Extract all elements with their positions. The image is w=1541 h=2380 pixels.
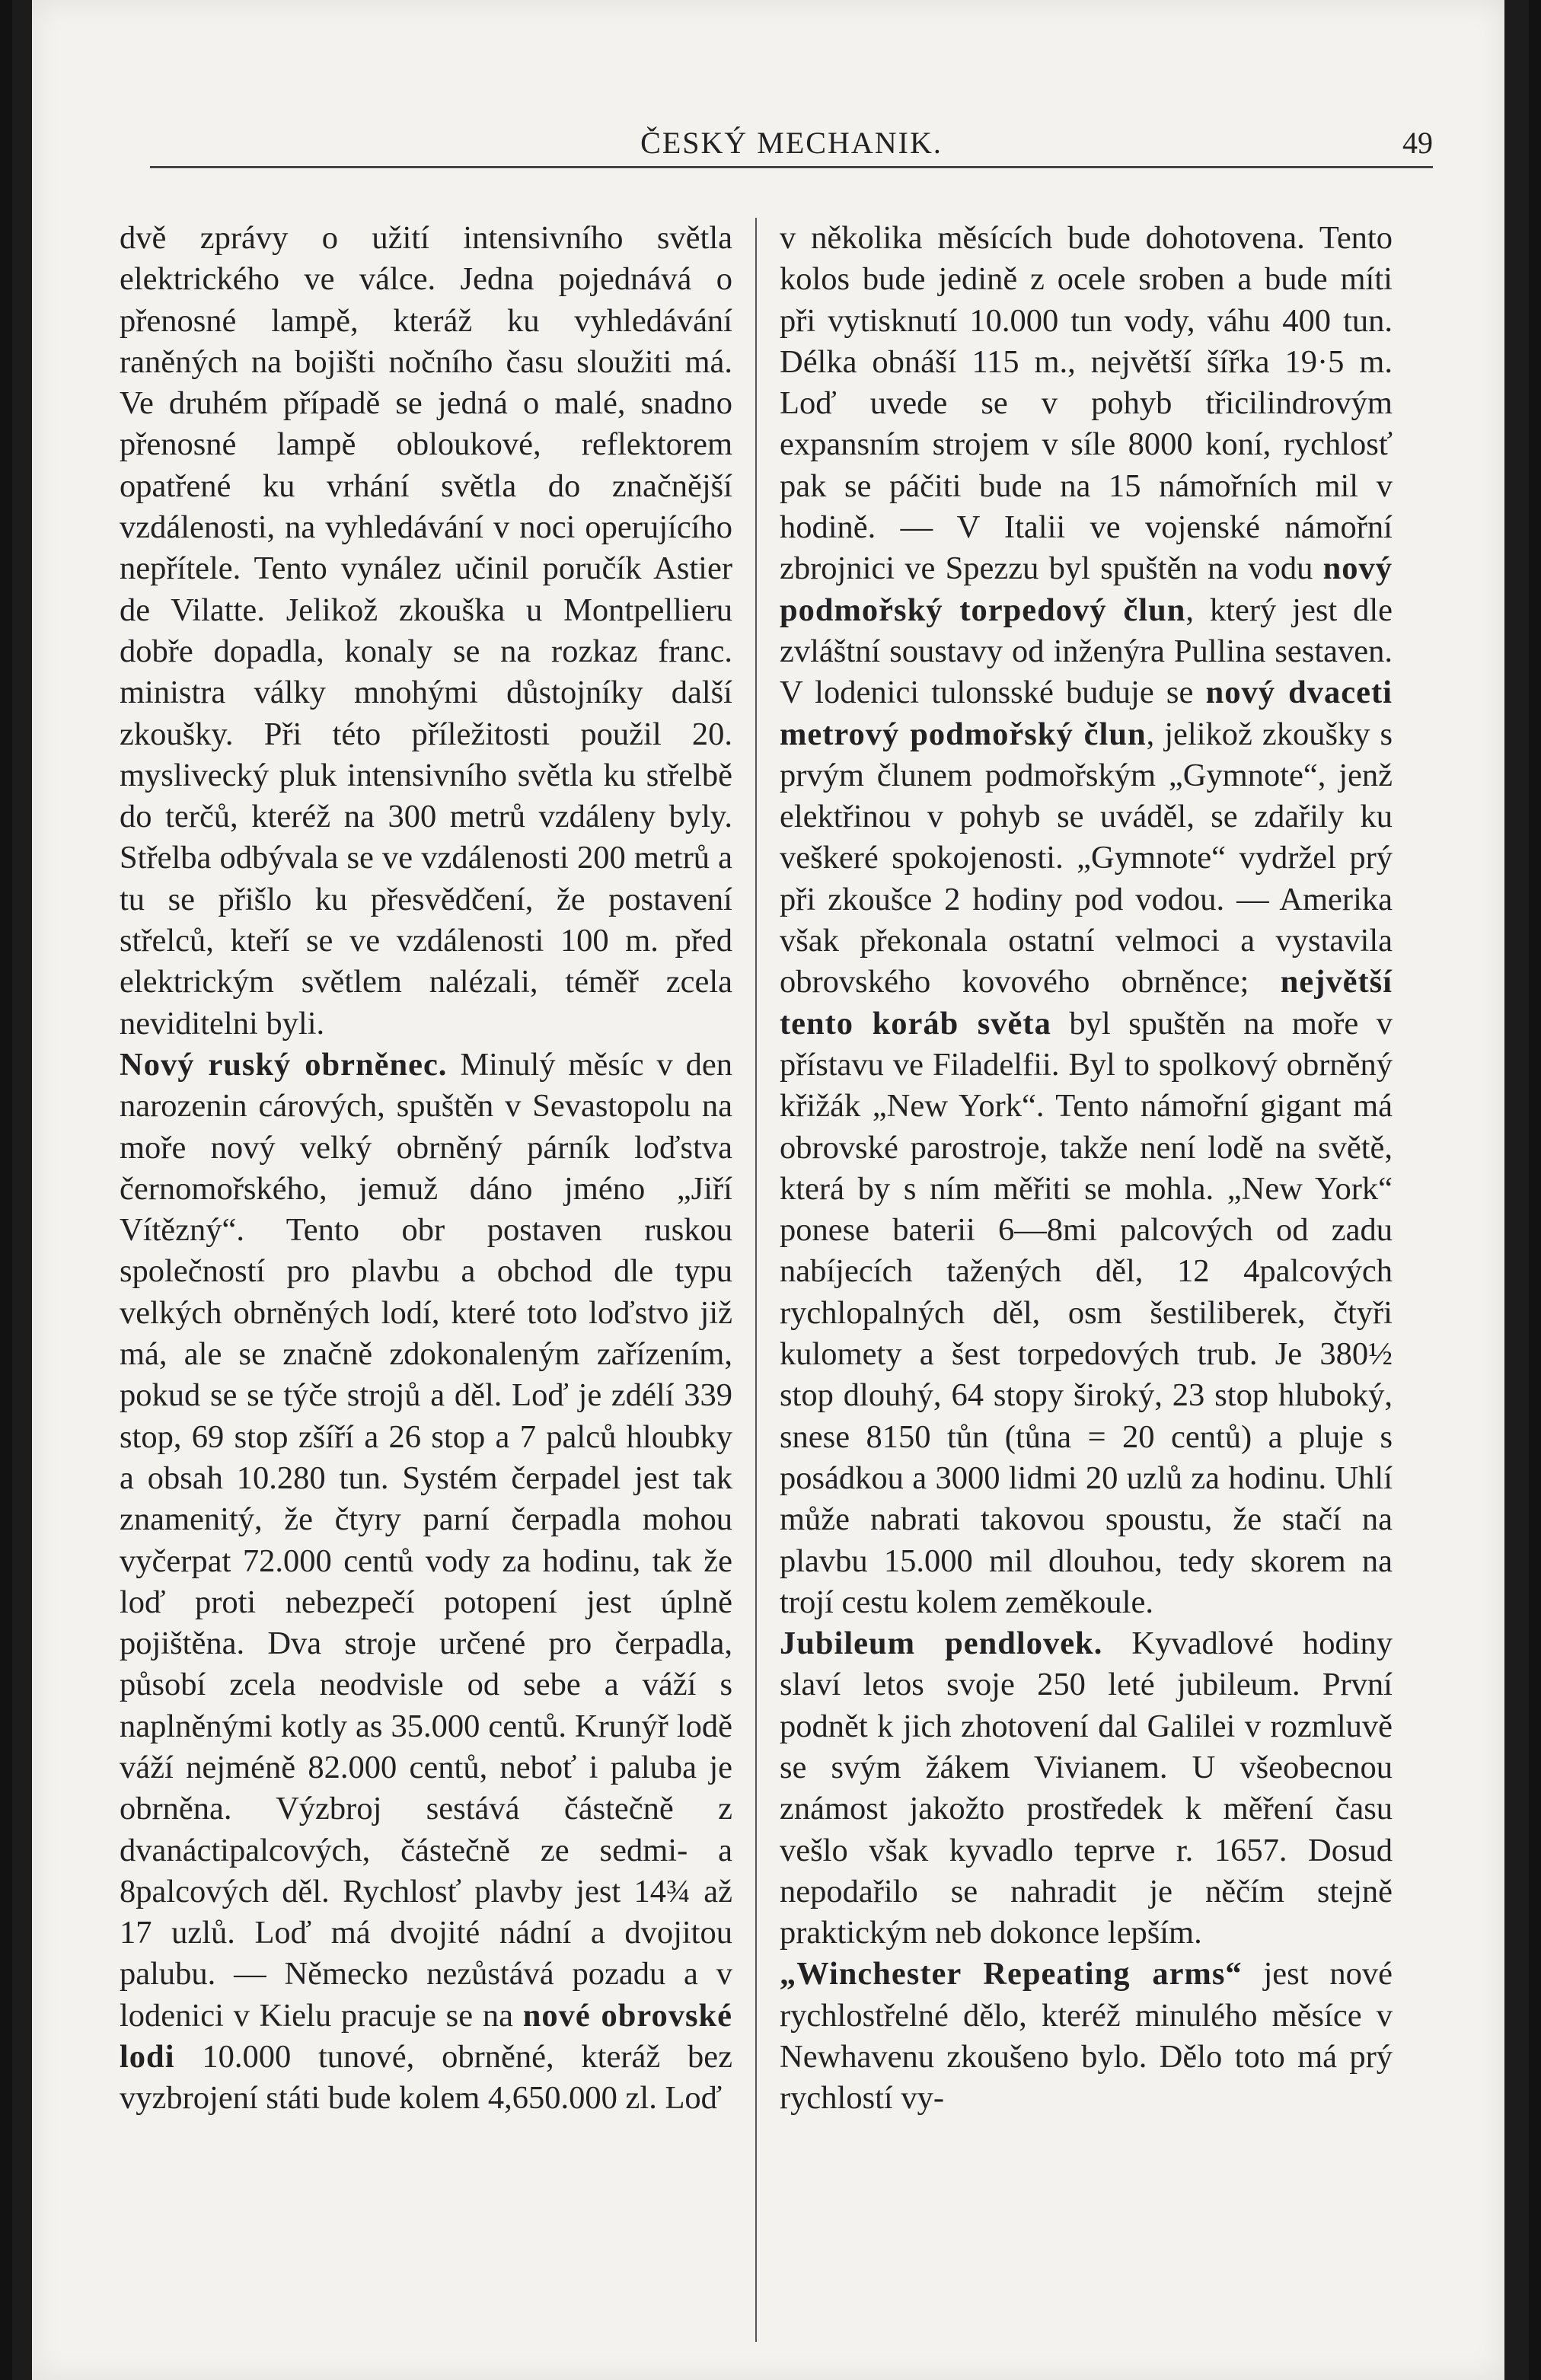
right-paragraph-3-text: jest nové rychlostřelné dělo, kteréž minulého měsíce v Newhavenu zkoušeno bylo. Dělo toto má prý rychlostí vy- xyxy=(780,1956,1393,2117)
running-head xyxy=(150,114,1433,169)
left-paragraph-2-text: Minulý měsíc v den narozenin cárových, spuštěn v Sevastopolu na moře nový velký obrněný párník loďstva černomořského, jemuž dáno jméno „Jiří Vítězný“. Tento obr postaven ruskou společností pro plavbu a obchod dle typu velkých obrněných lodí, které toto loďstvo již má, ale se značně zdokonaleným zařízením, pokud se se týče strojů a děl. Loď je zdélí 339 stop, 69 stop zšíří a 26 stop a 7 palců hloubky a obsah 10.280 tun. Systém čerpadel jest tak znamenitý, že čtyry parní čerpadla mohou vyčerpat 72.000 centů vody za hodinu, tak že loď proti nebezpečí potopení jest úplně pojištěna. Dva stroje určené pro čerpadla, působí zcela neodvisle od sebe a váží s naplněnými kotly as 35.000 centů. Krunýř lodě váží nejméně 82.000 centů, neboť i paluba je obrněna. Výzbroj sestává částečně z dvanáctipalcových, částečně ze sedmi- a 8palcových děl. Rychlosť plavby jest 14¾ až 17 uzlů. Loď má dvojité nádní a dvojitou palubu. — Německo nezůstává pozadu a v lodenici v Kielu pracuje se na xyxy=(120,1046,732,2034)
section-title-pendulum-jubilee: Jubileum pendlovek. xyxy=(780,1625,1103,1662)
bold-twenty-meter-submarine: nový dvaceti metrový podmořský člun xyxy=(780,675,1393,752)
right-column xyxy=(780,218,1393,2120)
right-paragraph-3 xyxy=(780,1954,1393,2119)
header-rule xyxy=(150,166,1433,168)
right-paragraph-1 xyxy=(780,218,1393,1623)
header-title: ČESKÝ MECHANIK. xyxy=(640,126,943,160)
column-divider xyxy=(755,218,757,2342)
left-paragraph-2 xyxy=(120,1045,732,2120)
right-paragraph-1-c: , jelikož zkoušky s prvým člunem podmořským „Gymnote“, jenž elektřinou v pohyb se uváděl, se zdařily ku veškeré spokojenosti. „Gymnote“ vydržel prý při zkoušce 2 hodiny pod vodou. — Amerika však překonala ostatní velmoci a vystavila obrovského kovového obrněnce; xyxy=(780,716,1393,1000)
section-title-winchester: „Winchester Repeating arms“ xyxy=(780,1956,1243,1992)
right-paragraph-1-a: v několika měsících bude dohotovena. Tento kolos bude jedině z ocele sroben a bude míti při vytisknutí 10.000 tun vody, váhu 400 tun. Délka obnáší 115 m., největší šířka 19·5 m. Loď uvede se v pohyb třicilindrovým expansním strojem v síle 8000 koní, rychlosť pak se páčiti bude na 15 námořních mil v hodině. — V Italii ve vojenské námořní zbrojnici ve Spezzu byl spuštěn na vodu xyxy=(780,220,1393,587)
right-paragraph-1-d: byl spuštěn na moře v přístavu ve Filadelfii. Byl to spolkový obrněný křižák „New York“. Tento námořní gigant má obrovské parostroje, takže není lodě na světě, která by s ním měřiti se mohla. „New York“ ponese baterii 6—8mi palcových od zadu nabíjecích tažených děl, 12 4palcových rychlopalných děl, osm šestiliberek, čtyři kulomety a šest torpedových trub. Je 380½ stop dlouhý, 64 stopy široký, 23 stop hluboký, snese 8150 tůn (tůna = 20 centů) a pluje s posádkou a 3000 lidmi 20 uzlů za hodinu. Uhlí může nabrati takovou spoustu, že stačí na plavbu 15.000 mil dlouhou, tedy skorem na trojí cestu kolem zeměkoule. xyxy=(780,1005,1393,1620)
right-paragraph-2 xyxy=(780,1623,1393,1954)
left-paragraph-2-end: 10.000 tunové, obrněné, kteráž bez vyzbrojení státi bude kolem 4,650.000 zl. Loď xyxy=(120,2039,732,2117)
right-paragraph-2-text: Kyvadlové hodiny slaví letos svoje 250 leté jubileum. První podnět k jich zhotovení dal Galilei v rozmluvě se svým žákem Vivianem. U všeobecnou známost jakožto prostředek k měření času vešlo však kyvadlo teprve r. 1657. Dosud nepodařilo se nahradit je něčím stejně praktickým neb dokonce lepším. xyxy=(780,1625,1393,1951)
page-number: 49 xyxy=(1402,126,1433,160)
section-title-russian-ironclad: Nový ruský obrněnec. xyxy=(120,1046,448,1083)
right-paragraph-1-b: , který jest dle zvláštní soustavy od inženýra Pullina sestaven. V lodenici tulonsské buduje se xyxy=(780,592,1393,711)
bold-submarine-torpedo-boat: nový podmořský torpedový člun xyxy=(780,550,1393,628)
page xyxy=(32,0,1504,2380)
left-paragraph-1: dvě zprávy o užití intensivního světla elektrického ve válce. Jedna pojednává o přenosné lampě, kteráž ku vyhledávání raněných na bojišti nočního času sloužiti má. Ve druhém případě se jedná o malé, snadno přenosné lampě obloukové, reflektorem opatřené ku vrhání světla do značnější vzdálenosti, na vyhledávání v noci operujícího nepřítele. Tento vynález učinil poručík Astier de Vilatte. Jelikož zkouška u Montpellieru dobře dopadla, konaly se na rozkaz franc. ministra války mnohými důstojníky další zkoušky. Při této příležitosti použil 20. myslivecký pluk intensivního světla ku střelbě do terčů, kteréž na 300 metrů vzdáleny byly. Střelba odbývala se ve vzdálenosti 200 metrů a tu se přišlo ku přesvědčení, že postavení střelců, kteří se ve vzdálenosti 100 m. před elektrickým světlem nalézali, téměř zcela neviditelni byli. xyxy=(120,220,732,1042)
bold-new-giant-ship: nové obrovské lodi xyxy=(120,1997,733,2075)
bold-largest-ship: největší tento koráb světa xyxy=(780,964,1393,1042)
left-column xyxy=(120,218,732,2120)
